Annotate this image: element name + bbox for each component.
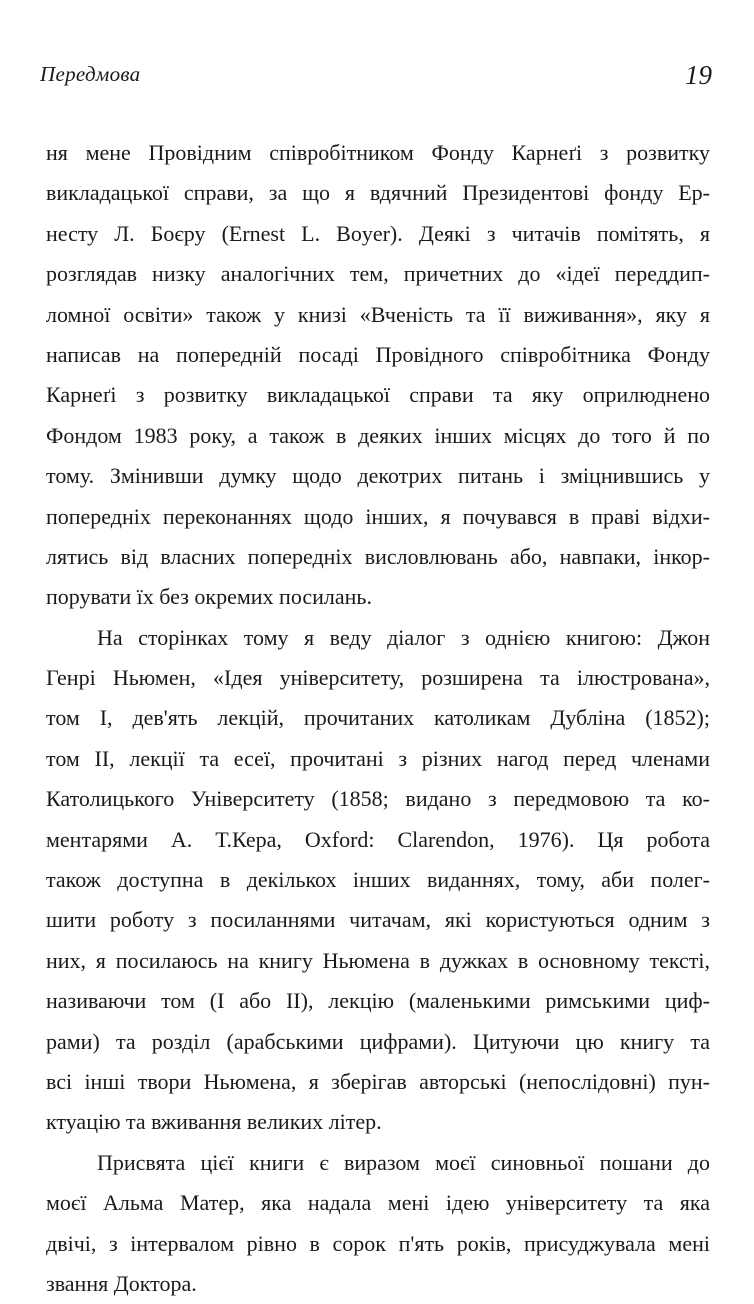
text-line: написав на попередній посаді Провідного співробітника Фонду — [46, 341, 710, 367]
body-text — [46, 133, 710, 1304]
text-line: Генрі Ньюмен, «Ідея університету, розширена та ілюстрована», — [46, 665, 710, 691]
text-line: Карнеґі з розвитку викладацької справи та яку оприлюднено — [46, 382, 710, 408]
text-line: всі інші твори Ньюмена, я зберігав авторські (непослідовні) пун- — [46, 1068, 710, 1094]
text-line: розглядав низку аналогічних тем, причетних до «ідеї переддип- — [46, 261, 710, 287]
text-line: називаючи том (I або II), лекцію (маленькими римськими циф- — [46, 988, 710, 1014]
text-line: том I, дев'ять лекцій, прочитаних католикам Дубліна (1852); — [46, 705, 710, 731]
text-line: Фондом 1983 року, а також в деяких інших місцях до того й по — [46, 422, 710, 448]
text-line: також доступна в декількох інших виданнях, тому, аби полег- — [46, 867, 710, 893]
page-number: 19 — [685, 60, 712, 90]
text-line: рами) та розділ (арабськими цифрами). Цитуючи цю книгу та — [46, 1028, 710, 1054]
text-line: ня мене Провідним співробітником Фонду Карнеґі з розвитку — [46, 140, 710, 165]
text-line: лятись від власних попередніх висловлювань або, навпаки, інкор- — [46, 543, 710, 569]
text-line: звання Доктора. — [46, 1270, 197, 1296]
text-line: На сторінках тому я веду діалог з однією книгою: Джон — [97, 624, 710, 650]
text-line: Католицького Університету (1858; видано з передмовою та ко- — [46, 786, 710, 812]
text-line: моєї Альма Матер, яка надала мені ідею університету та яка — [46, 1190, 710, 1216]
text-line: викладацької справи, за що я вдячний Президентові фонду Ер- — [46, 180, 710, 206]
text-line: порувати їх без окремих посилань. — [46, 584, 372, 610]
text-line: двічі, з інтервалом рівно в сорок п'ять років, присуджувала мені — [46, 1230, 710, 1256]
paragraph — [46, 618, 710, 1143]
text-line: ментарями А. Т.Кера, Oxford: Clarendon, 1976). Ця робота — [46, 826, 710, 852]
text-line: Присвята цієї книги є виразом моєї синовньої пошани до — [97, 1149, 710, 1175]
text-line: ломної освіти» також у книзі «Вченість та її виживання», яку я — [46, 301, 710, 327]
paragraph — [46, 133, 710, 618]
text-line: том II, лекції та есеї, прочитані з різних нагод перед членами — [46, 745, 710, 771]
text-line: ктуацію та вживання великих літер. — [46, 1109, 382, 1135]
text-line: тому. Змінивши думку щодо декотрих питань і зміцнившись у — [46, 463, 710, 489]
text-line: несту Л. Боєру (Ernest L. Boyer). Деякі з читачів помітять, я — [46, 220, 710, 246]
text-line: них, я посилаюсь на книгу Ньюмена в дужках в основному тексті, — [46, 947, 710, 973]
running-head — [40, 62, 712, 102]
text-line: попередніх переконаннях щодо інших, я почувався в праві відхи- — [46, 503, 710, 529]
text-line: шити роботу з посиланнями читачам, які користуються одним з — [46, 907, 710, 933]
section-title: Передмова — [40, 62, 141, 86]
